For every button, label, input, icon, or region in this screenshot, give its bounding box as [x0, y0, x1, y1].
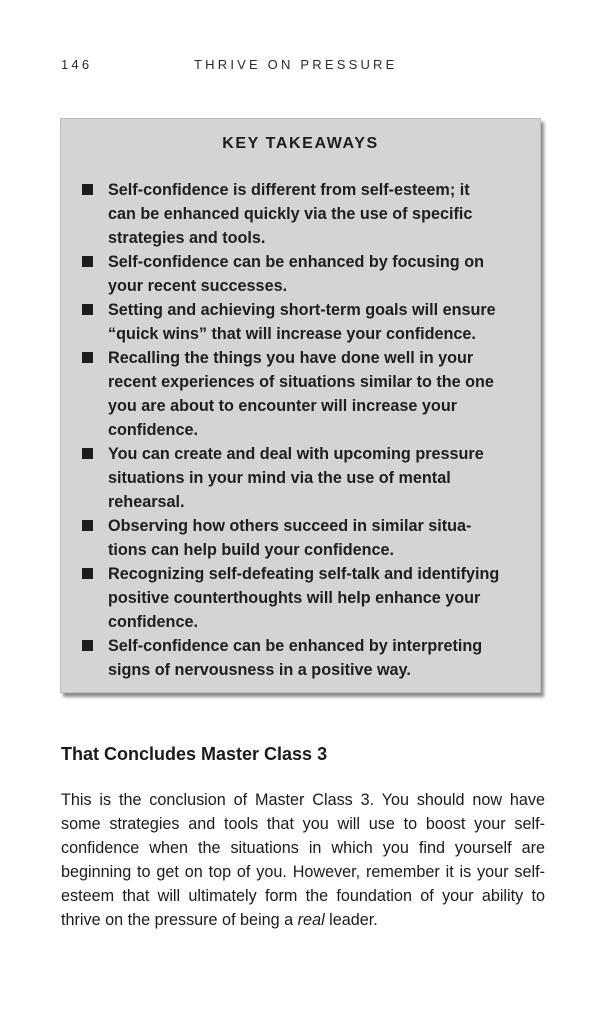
takeaway-item: [81, 514, 526, 562]
square-bullet-icon: [82, 448, 93, 459]
takeaway-line: Setting and achieving short-term goals will ensure: [108, 301, 496, 319]
takeaway-item: [81, 346, 526, 442]
body-paragraph: [61, 788, 545, 932]
page-number: 146: [61, 57, 93, 72]
takeaway-line: “quick wins” that will increase your confidence.: [108, 325, 476, 343]
takeaway-line: You can create and deal with upcoming pressure: [108, 445, 484, 463]
book-title: THRIVE ON PRESSURE: [194, 57, 398, 72]
takeaway-line: you are about to encounter will increase your: [108, 397, 458, 415]
paragraph-text: This is the conclusion of Master Class 3. You should now have some strategies and tools that you will use to boost your self-confidence when the situations in which you find yourself are beginning to get on top of you. However, remember it is your self-esteem that will ultimately form the foundation of your ability to thrive on the pressure of being a: [61, 791, 545, 929]
emphasis-text: real: [297, 911, 325, 929]
takeaway-list: [81, 178, 526, 682]
takeaway-item: [81, 250, 526, 298]
square-bullet-icon: [82, 256, 93, 267]
takeaway-line: tions can help build your confidence.: [108, 541, 395, 559]
takeaway-line: confidence.: [108, 613, 198, 631]
takeaway-line: Self-confidence can be enhanced by interpreting: [108, 637, 483, 655]
square-bullet-icon: [82, 640, 93, 651]
takeaway-item: [81, 634, 526, 682]
takeaway-line: rehearsal.: [108, 493, 185, 511]
takeaway-item: [81, 562, 526, 634]
takeaway-line: Observing how others succeed in similar situa-: [108, 517, 472, 535]
paragraph-text-end: leader.: [324, 911, 378, 929]
takeaway-line: confidence.: [108, 421, 198, 439]
square-bullet-icon: [82, 304, 93, 315]
takeaway-line: can be enhanced quickly via the use of specific: [108, 205, 473, 223]
square-bullet-icon: [82, 184, 93, 195]
takeaway-line: Self-confidence can be enhanced by focusing on: [108, 253, 484, 271]
takeaway-item: [81, 298, 526, 346]
square-bullet-icon: [82, 568, 93, 579]
takeaway-item: [81, 178, 526, 250]
takeaway-line: positive counterthoughts will help enhance your: [108, 589, 481, 607]
takeaway-line: your recent successes.: [108, 277, 288, 295]
section-heading: That Concludes Master Class 3: [61, 744, 328, 764]
running-head: [61, 57, 541, 73]
takeaway-line: situations in your mind via the use of mental: [108, 469, 451, 487]
takeaway-line: Recognizing self-defeating self-talk and identifying: [108, 565, 500, 583]
square-bullet-icon: [82, 520, 93, 531]
takeaway-line: Recalling the things you have done well in your: [108, 349, 474, 367]
key-takeaways-heading: KEY TAKEAWAYS: [222, 135, 379, 152]
takeaway-line: recent experiences of situations similar to the one: [108, 373, 494, 391]
key-takeaways-box: [60, 118, 541, 693]
takeaway-item: [81, 442, 526, 514]
square-bullet-icon: [82, 352, 93, 363]
takeaway-line: strategies and tools.: [108, 229, 266, 247]
takeaway-line: signs of nervousness in a positive way.: [108, 661, 411, 679]
takeaway-line: Self-confidence is different from self-esteem; it: [108, 181, 470, 199]
